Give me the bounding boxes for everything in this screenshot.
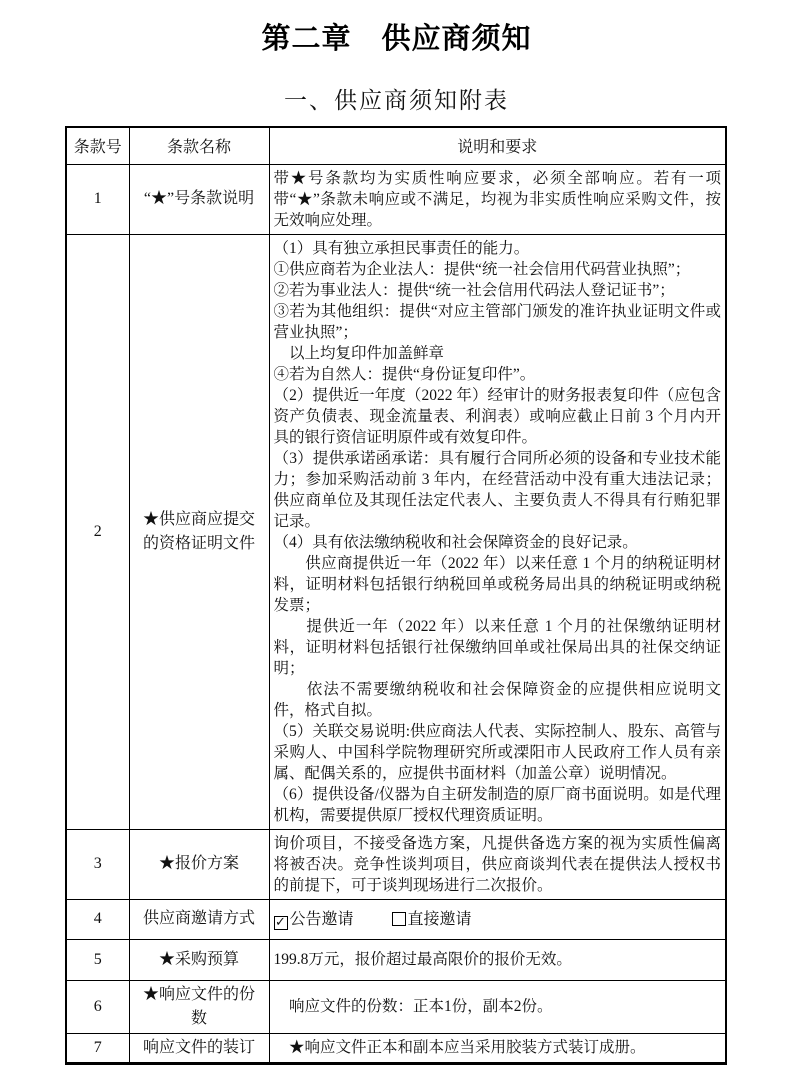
clause-row-2 <box>66 234 726 829</box>
desc-paragraph: ②若为事业法人：提供“统一社会信用代码法人登记证书”； <box>273 281 675 299</box>
col-header-clause-name: 条款名称 <box>129 127 269 164</box>
desc-paragraph: （2）提供近一年度（2022 年）经审计的财务报表复印件（应包含资产负债表、现金流量表、利润表）或响应截止日前 3 个月内开具的银行资信证明原件或有效复印件。 <box>273 386 721 446</box>
desc-paragraph: （4）具有依法缴纳税收和社会保障资金的良好记录。 <box>273 533 638 551</box>
desc-paragraph: 响应文件的份数：正本1份，副本2份。 <box>273 998 553 1015</box>
checkbox-checked-icon: ✓ <box>275 914 286 930</box>
clause-description <box>269 980 726 1033</box>
desc-paragraph: 询价项目，不接受备选方案，凡提供备选方案的视为实质性偏离将被否决。竞争性谈判项目，供应商谈判代表在提供法人授权书的前提下，可于谈判现场进行二次报价。 <box>273 834 721 894</box>
clause-name: ★响应文件的份数 <box>129 980 269 1033</box>
desc-paragraph: （3）提供承诺函承诺：具有履行合同所必须的设备和专业技术能力；参加采购活动前 3 年内，在经营活动中没有重大违法记录；供应商单位及其现任法定代表人、主要负责人不得具有行贿犯罪记录。 <box>273 449 721 530</box>
clause-row-3 <box>66 829 726 899</box>
desc-paragraph: 199.8万元，报价超过最高限价的报价无效。 <box>273 951 572 968</box>
desc-paragraph: 带★号条款均为实质性响应要求，必须全部响应。若有一项带“★”条款未响应或不满足，均视为非实质性响应采购文件，按无效响应处理。 <box>273 169 721 229</box>
col-header-description: 说明和要求 <box>269 127 726 164</box>
clause-description <box>269 1033 726 1063</box>
clause-name: “★”号条款说明 <box>129 164 269 234</box>
desc-paragraph: ①供应商若为企业法人：提供“统一社会信用代码营业执照”； <box>273 260 691 278</box>
page-subtitle: 一、供应商须知附表 <box>284 88 509 113</box>
clause-description <box>269 939 726 980</box>
desc-paragraph: 提供近一年（2022 年）以来任意 1 个月的社保缴纳证明材料，证明材料包括银行社保缴纳回单或社保局出具的社保交纳证明； <box>273 617 721 677</box>
clause-row-7 <box>66 1033 726 1063</box>
desc-paragraph: 以上均复印件加盖鲜章 <box>273 344 445 362</box>
desc-paragraph: 依法不需要缴纳税收和社会保障资金的应提供相应说明文件，格式自拟。 <box>273 680 721 719</box>
desc-paragraph: （1）具有独立承担民事责任的能力。 <box>273 239 530 257</box>
clause-row-5 <box>66 939 726 980</box>
clause-name: ★采购预算 <box>129 939 269 980</box>
option-label: 公告邀请 <box>289 910 354 928</box>
clause-description <box>269 899 726 939</box>
desc-paragraph: （6）提供设备/仪器为自主研发制造的原厂商书面说明。如是代理机构，需要提供原厂授权代理资质证明。 <box>273 785 721 824</box>
clause-no: 3 <box>66 829 129 899</box>
clause-row-6 <box>66 980 726 1033</box>
table-header-row <box>66 127 726 164</box>
page-title: 第二章 供应商须知 <box>261 23 532 55</box>
clause-row-1 <box>66 164 726 234</box>
clause-name: 供应商邀请方式 <box>129 899 269 939</box>
clause-no: 6 <box>66 980 129 1033</box>
clause-name: ★供应商应提交的资格证明文件 <box>129 234 269 829</box>
clause-name: 响应文件的装订 <box>129 1033 269 1063</box>
clause-no: 4 <box>66 899 129 939</box>
invite-option-direct <box>392 909 472 930</box>
supplier-instructions-table <box>65 126 727 1065</box>
desc-paragraph: 供应商提供近一年（2022 年）以来任意 1 个月的纳税证明材料，证明材料包括银行纳税回单或税务局出具的纳税证明或纳税发票； <box>273 554 721 614</box>
clause-no: 2 <box>66 234 129 829</box>
clause-no: 5 <box>66 939 129 980</box>
clause-description <box>269 829 726 899</box>
clause-no: 7 <box>66 1033 129 1063</box>
col-header-clause-no: 条款号 <box>66 127 129 164</box>
option-label: 直接邀请 <box>407 910 472 928</box>
clause-description <box>269 234 726 829</box>
invite-option-public <box>274 909 354 930</box>
desc-paragraph: （5）关联交易说明:供应商法人代表、实际控制人、股东、高管与采购人、中国科学院物理研究所或溧阳市人民政府工作人员有亲属、配偶关系的，应提供书面材料（加盖公章）说明情况。 <box>273 722 721 782</box>
desc-paragraph: ④若为自然人：提供“身份证复印件”。 <box>273 365 536 383</box>
checkbox-unchecked-icon <box>392 912 406 926</box>
desc-paragraph: ③若为其他组织：提供“对应主管部门颁发的准许执业证明文件或营业执照”； <box>273 302 721 341</box>
clause-no: 1 <box>66 164 129 234</box>
clause-description <box>269 164 726 234</box>
clause-row-4 <box>66 899 726 939</box>
desc-paragraph: ★响应文件正本和副本应当采用胶装方式装订成册。 <box>273 1039 646 1056</box>
clause-name: ★报价方案 <box>129 829 269 899</box>
